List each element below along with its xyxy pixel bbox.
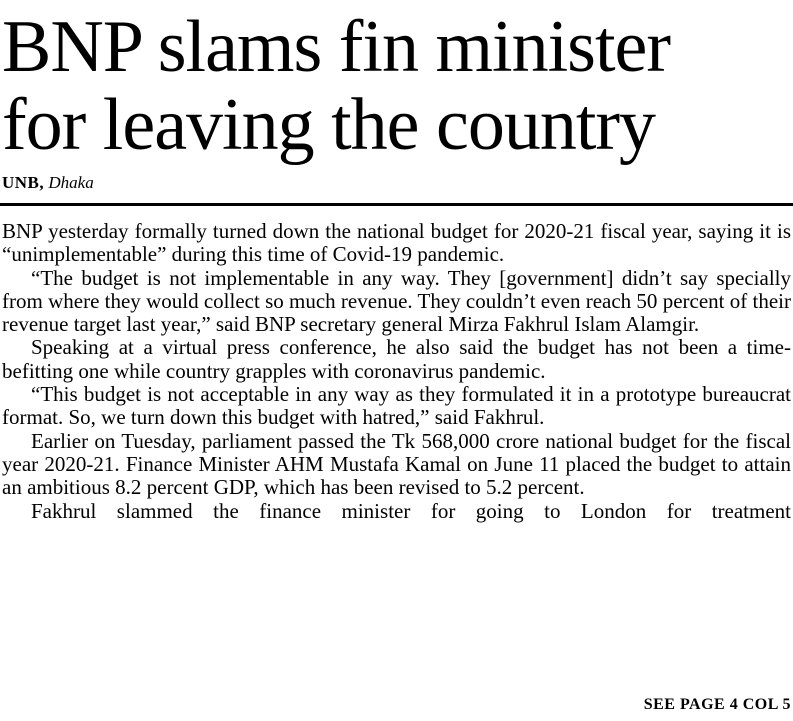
headline [2,8,791,164]
byline [2,173,94,193]
continued-on-page-label: SEE PAGE 4 COL 5 [643,696,791,713]
article-paragraph: “This budget is not acceptable in any way as they formulated it in a prototype bureaucrat format. So, we turn down this budget with hatred,” said Fakhrul. [2,382,791,430]
article-paragraph: “The budget is not implementable in any way. They [government] didn’t say specially from where they would collect so much revenue. They couldn’t even reach 50 percent of their revenue target last year,” said BNP secretary general Mirza Fakhrul Islam Alamgir. [2,265,791,337]
byline-divider [0,203,793,206]
headline-line-2: for leaving the country [2,84,656,166]
byline-agency: UNB, [2,173,45,192]
article-paragraph: Speaking at a virtual press conference, he also said the budget has not been a time-befitting one while country grapples with coronavirus pandemic. [2,335,791,383]
article-paragraph: Earlier on Tuesday, parliament passed the Tk 568,000 crore national budget for the fiscal year 2020-21. Finance Minister AHM Mustafa Kamal on June 11 placed the budget to attain an ambitious 8.2 percent GDP, which has been revised to 5.2 percent. [2,428,791,500]
headline-line-1: BNP slams fin minister [2,6,670,88]
article-body [2,220,791,523]
article-paragraph: BNP yesterday formally turned down the national budget for 2020-21 fiscal year, saying it is “unimplementable” during this time of Covid-19 pandemic. [2,219,791,267]
byline-location: Dhaka [48,173,94,192]
article-paragraph: Fakhrul slammed the finance minister for going to London for treatment [31,498,791,523]
